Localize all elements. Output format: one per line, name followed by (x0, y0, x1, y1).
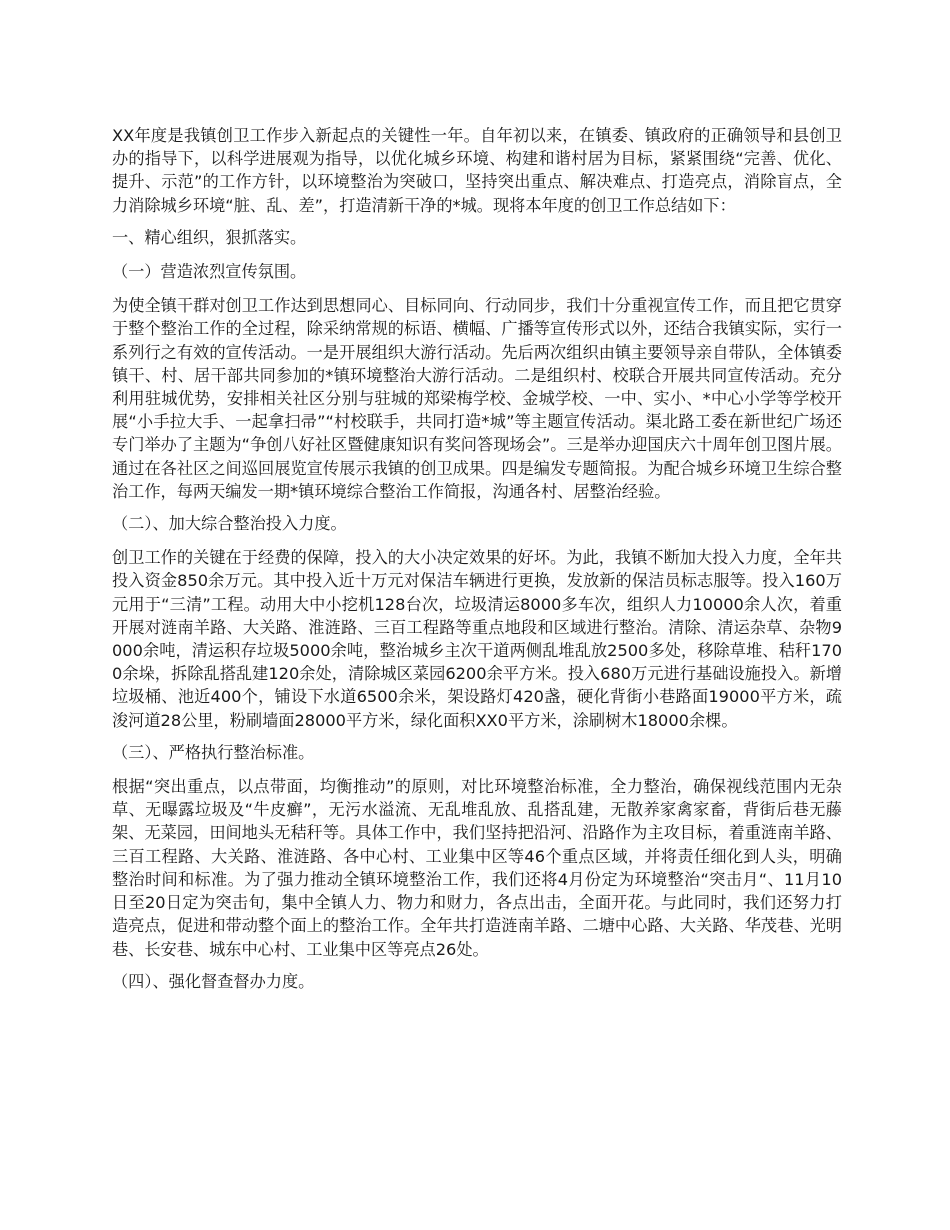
subsection-4-heading: （四）、强化督查督办力度。 (112, 971, 315, 991)
subsection-3-heading: （三）、严格执行整治标准。 (112, 742, 315, 762)
document-page (112, 124, 842, 1004)
subsection-3-paragraph: 根据“突出重点，以点带面，均衡推动”的原则，对比环境整治标准，全力整治，确保视线范围内无杂草、无曝露垃圾及“牛皮癣”，无污水溢流、无乱堆乱放、乱搭乱建，无散养家禽家畜，背街后巷无藤架、无菜园，田间地头无秸秆等。具体工作中，我们坚持把沿河、沿路作为主攻目标，着重涟南羊路、三百工程路、大关路、淮涟路、各中心村、工业集中区等46个重点区域，并将责任细化到人头，明确整治时间和标准。为了强力推动全镇环境整治工作，我们还将4月份定为环境整治“突击月“、11月10日至20日定为突击旬，集中全镇人力、物力和财力，各点出击，全面开花。与此同时，我们还努力打造亮点，促进和带动整个面上的整治工作。全年共打造涟南羊路、二塘中心路、大关路、华茂巷、光明巷、长安巷、城东中心村、工业集中区等亮点26处。 (112, 777, 842, 959)
subsection-1-paragraph: 为使全镇干群对创卫工作达到思想同心、目标同向、行动同步，我们十分重视宣传工作，而且把它贯穿于整个整治工作的全过程，除采纳常规的标语、横幅、广播等宣传形式以外，还结合我镇实际，实行一系列行之有效的宣传活动。一是开展组织大游行活动。先后两次组织由镇主要领导亲自带队，全体镇委镇干、村、居干部共同参加的*镇环境整治大游行活动。二是组织村、校联合开展共同宣传活动。充分利用驻城优势，安排相关社区分别与驻城的郑梁梅学校、金城学校、一中、实小、*中心小学等学校开展“小手拉大手、一起拿扫帚”“村校联手，共同打造*城”等主题宣传活动。渠北路工委在新世纪广场还专门举办了主题为“争创八好社区暨健康知识有奖问答现场会”。三是举办迎国庆六十周年创卫图片展。通过在各社区之间巡回展览宣传展示我镇的创卫成果。四是编发专题简报。为配合城乡环境卫生综合整治工作，每两天编发一期*镇环境综合整治工作简报，沟通各村、居整治经验。 (112, 296, 842, 501)
subsection-2-heading: （二）、加大综合整治投入力度。 (112, 514, 347, 534)
section-1-heading: 一、精心组织，狠抓落实。 (112, 227, 307, 247)
subsection-2-paragraph: 创卫工作的关键在于经费的保障，投入的大小决定效果的好坏。为此，我镇不断加大投入力度，全年共投入资金850余万元。其中投入近十万元对保洁车辆进行更换，发放新的保洁员标志服等。投入160万元用于“三清”工程。动用大中小挖机128台次，垃圾清运8000多车次，组织人力10000余人次，着重开展对涟南羊路、大关路、淮涟路、三百工程路等重点地段和区域进行整治。清除、清运杂草、杂物9000余吨，清运积存垃圾5000余吨，整治城乡主次干道两侧乱堆乱放2500多处，移除草堆、秸秆1700余垛，拆除乱搭乱建120余处，清除城区菜园6200余平方米。投入680万元进行基础设施投入。新增垃圾桶、池近400个，铺设下水道6500余米，架设路灯420盏，硬化背街小巷路面19000平方米，疏浚河道28公里，粉刷墙面28000平方米，绿化面积XX0平方米，涂刷树木18000余棵。 (112, 548, 842, 730)
intro-paragraph: XX年度是我镇创卫工作步入新起点的关键性一年。自年初以来，在镇委、镇政府的正确领导和县创卫办的指导下，以科学进展观为指导，以优化城乡环境、构建和谐村居为目标，紧紧围绕“完善、优化、提升、示范”的工作方针，以环境整治为突破口，坚持突出重点、解决难点、打造亮点，消除盲点，全力消除城乡环境“脏、乱、差”，打造清新干净的*城。现将本年度的创卫工作总结如下： (112, 126, 842, 215)
subsection-1-heading: （一）营造浓烈宣传氛围。 (112, 262, 307, 282)
